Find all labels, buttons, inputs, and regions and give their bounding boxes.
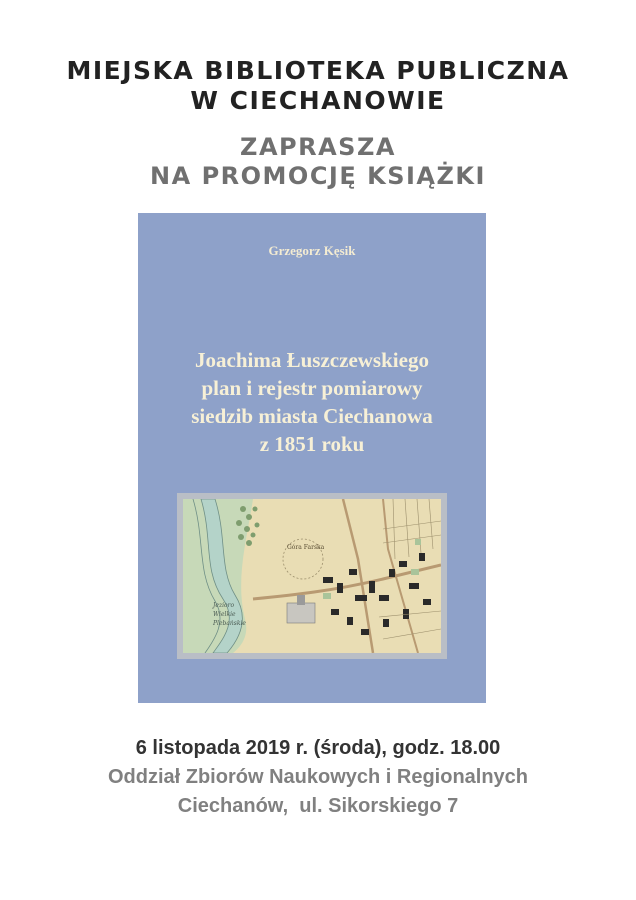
map-label-lake-2: Wielkie (213, 611, 236, 618)
invitation-heading-line-2: NA PROMOCJĘ KSIĄŻKI (150, 162, 486, 190)
library-name (0, 56, 636, 116)
book-cover (138, 213, 486, 703)
library-name-line-2: W CIECHANOWIE (190, 86, 446, 115)
book-title (138, 346, 486, 458)
event-address: Ciechanów, ul. Sikorskiego 7 (177, 795, 459, 817)
map-label-lake-3: Plebańskie (213, 620, 246, 627)
historic-map-frame (177, 493, 447, 659)
book-title-line-4: z 1851 roku (259, 432, 365, 456)
book-author: Grzegorz Kęsik (268, 243, 356, 258)
library-name-line-1: MIEJSKA BIBLIOTEKA PUBLICZNA (66, 56, 570, 85)
invitation-heading (0, 133, 636, 191)
event-details (0, 734, 636, 821)
map-label-lake-1: Jezioro (213, 602, 235, 609)
event-venue: Oddział Zbiorów Naukowych i Regionalnych (107, 766, 529, 788)
historic-map-illustration (183, 499, 441, 653)
book-title-line-2: plan i rejestr pomiarowy (201, 376, 423, 400)
invitation-heading-line-1: ZAPRASZA (240, 133, 396, 161)
book-title-line-3: siedzib miasta Ciechanowa (191, 404, 433, 428)
book-title-line-1: Joachima Łuszczewskiego (195, 348, 429, 372)
map-label-hill: Góra Farska (287, 544, 325, 551)
event-datetime: 6 listopada 2019 r. (środa), godz. 18.00 (135, 737, 501, 759)
